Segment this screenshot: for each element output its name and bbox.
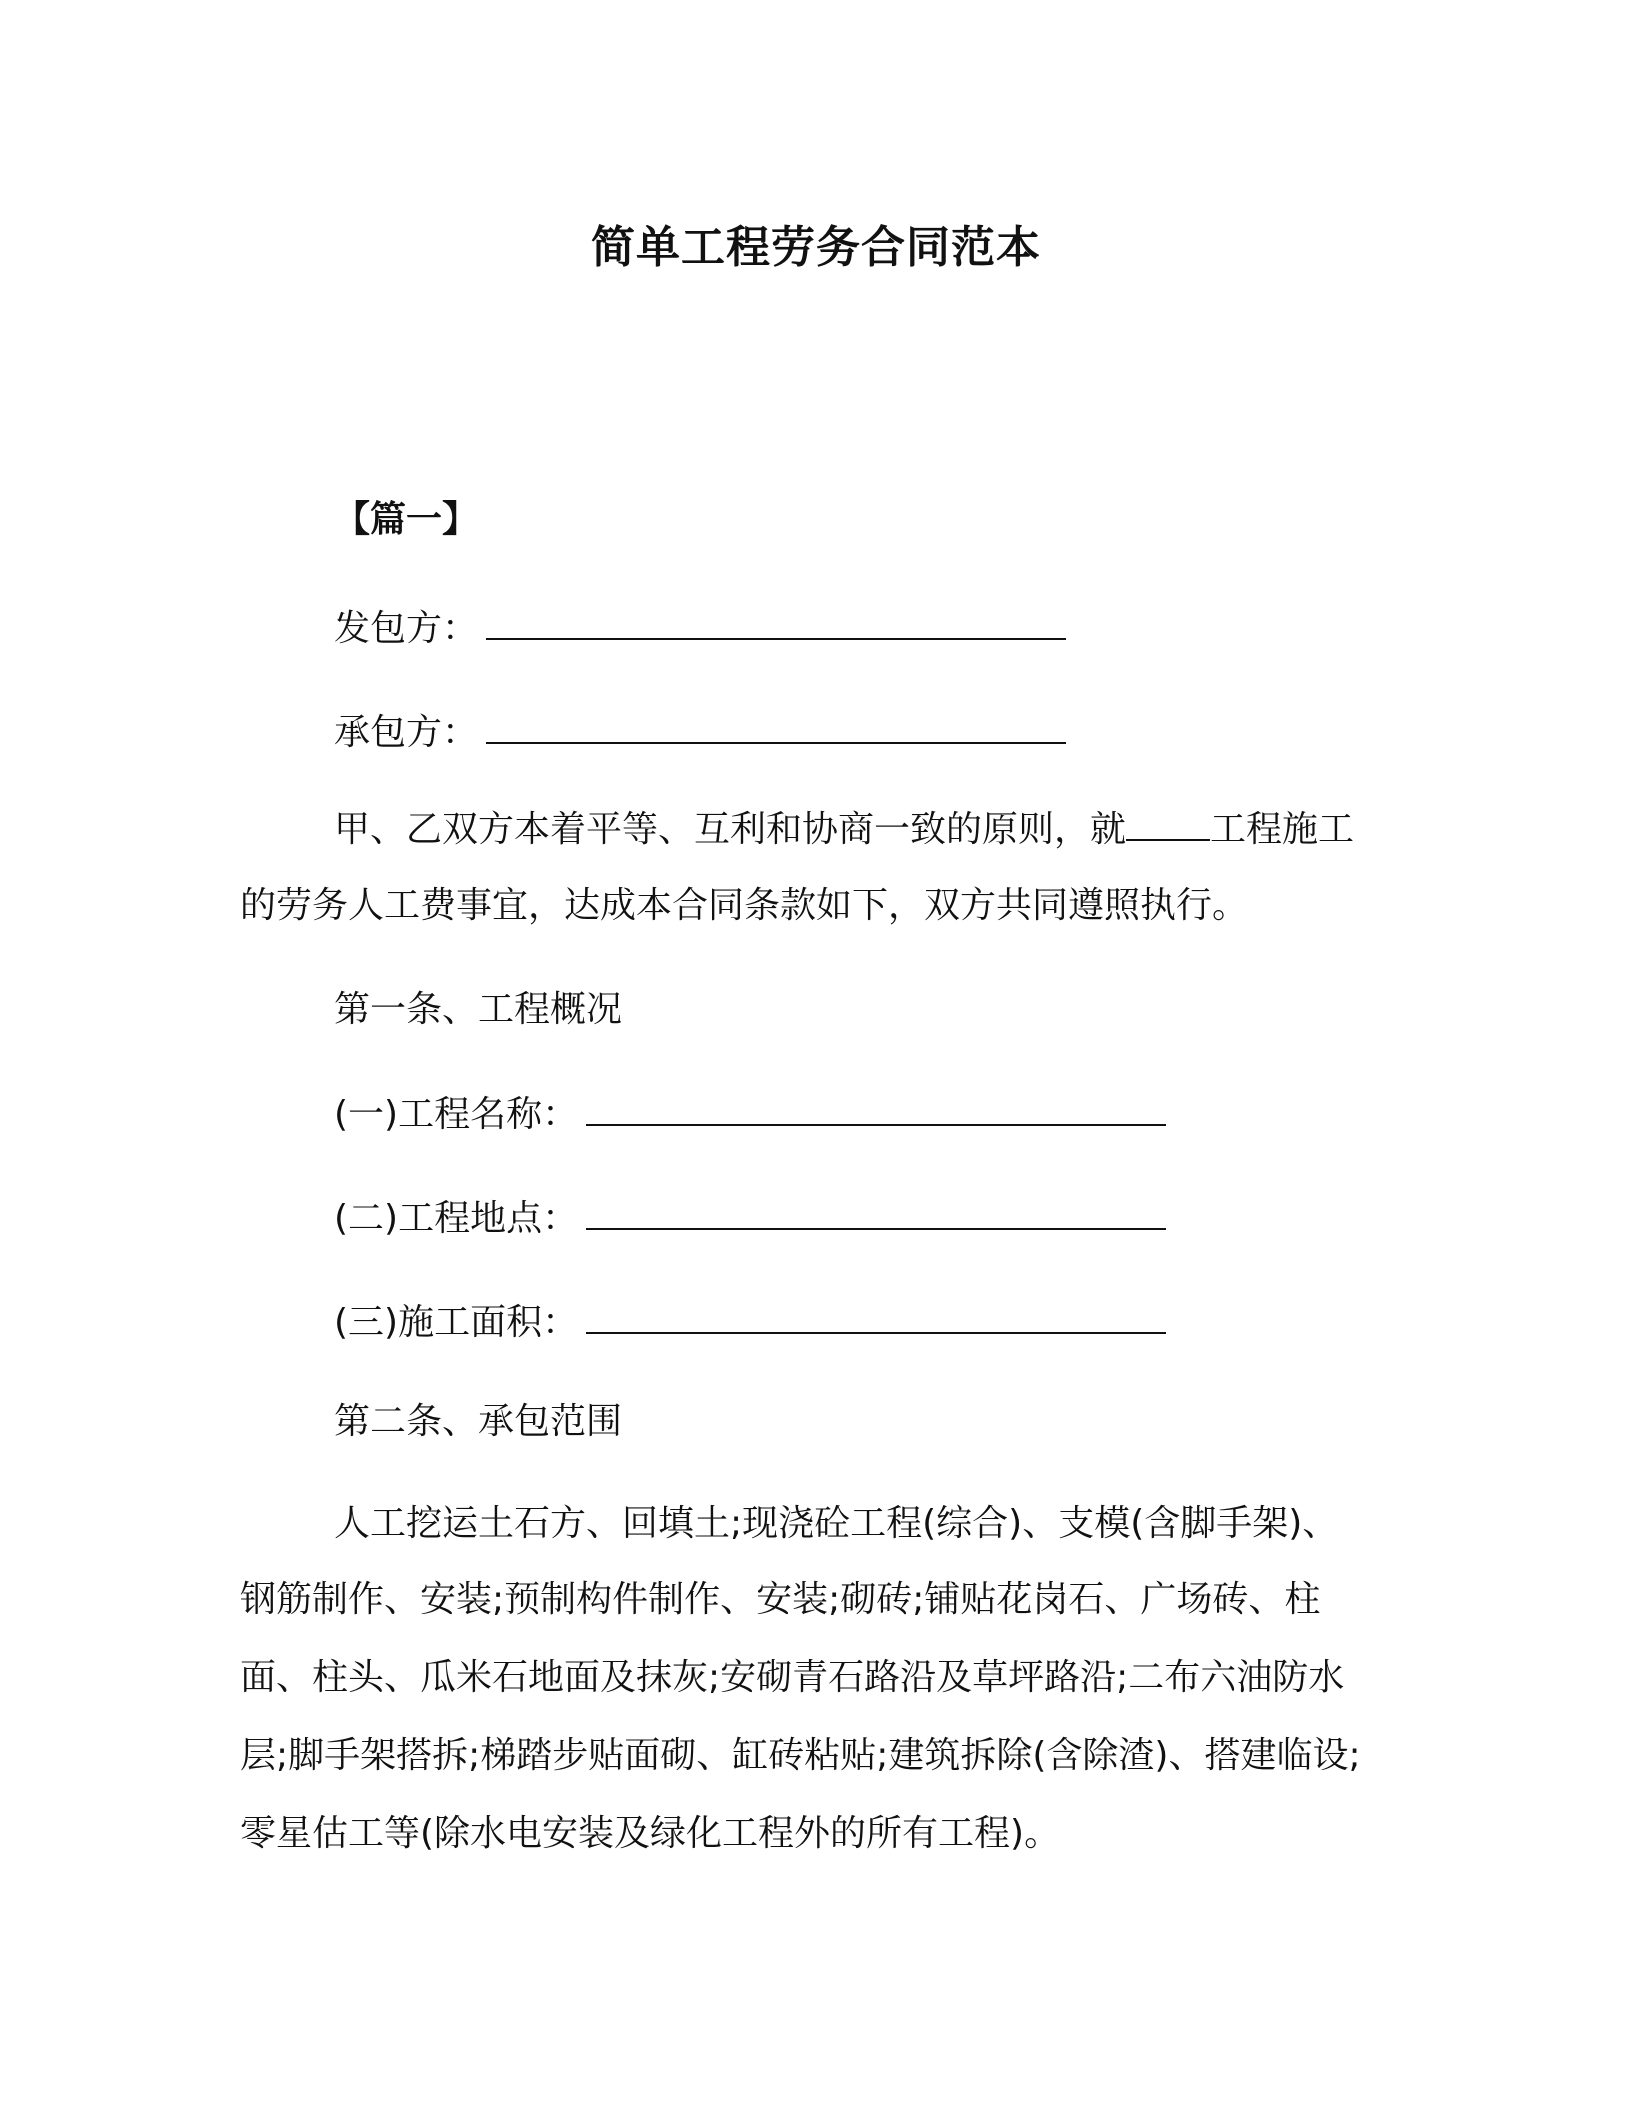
scope-line-1: 人工挖运土石方、回填土;现浇砼工程(综合)、支模(含脚手架)、 bbox=[334, 1503, 1339, 1544]
party-b-label: 承包方： bbox=[334, 712, 479, 753]
section-label: 【篇一】 bbox=[334, 499, 479, 540]
scope-line-3: 面、柱头、瓜米石地面及抹灰;安砌青石路沿及草坪路沿;二布六油防水 bbox=[240, 1657, 1345, 1698]
scope-line-5: 零星估工等(除水电安装及绿化工程外的所有工程)。 bbox=[240, 1813, 1061, 1854]
article-1-heading: 第一条、工程概况 bbox=[334, 989, 623, 1030]
project-name-row bbox=[334, 1088, 1166, 1141]
party-a-blank[interactable] bbox=[486, 602, 1066, 640]
intro-line-2: 的劳务人工费事宜，达成本合同条款如下，双方共同遵照执行。 bbox=[240, 885, 1249, 926]
project-location-blank[interactable] bbox=[586, 1192, 1166, 1230]
intro-line-1 bbox=[334, 803, 1354, 856]
scope-line-4: 层;脚手架搭拆;梯踏步贴面砌、缸砖粘贴;建筑拆除(含除渣)、搭建临设; bbox=[240, 1735, 1361, 1776]
project-name-label: (一)工程名称： bbox=[334, 1094, 579, 1135]
construction-area-blank[interactable] bbox=[586, 1296, 1166, 1334]
project-blank[interactable] bbox=[1126, 803, 1210, 841]
intro-text-part1: 甲、乙双方本着平等、互利和协商一致的原则，就 bbox=[334, 809, 1127, 850]
project-location-label: (二)工程地点： bbox=[334, 1198, 579, 1239]
document-title: 简单工程劳务合同范本 bbox=[591, 222, 1041, 273]
construction-area-row bbox=[334, 1296, 1166, 1349]
party-a-label: 发包方： bbox=[334, 608, 479, 649]
scope-line-2: 钢筋制作、安装;预制构件制作、安装;砌砖;铺贴花岗石、广场砖、柱 bbox=[240, 1579, 1321, 1620]
party-a-row bbox=[334, 602, 1066, 655]
article-2-heading: 第二条、承包范围 bbox=[334, 1401, 623, 1442]
party-b-row bbox=[334, 706, 1066, 759]
intro-text-part2: 工程施工 bbox=[1210, 809, 1355, 850]
project-name-blank[interactable] bbox=[586, 1088, 1166, 1126]
party-b-blank[interactable] bbox=[486, 706, 1066, 744]
construction-area-label: (三)施工面积： bbox=[334, 1302, 579, 1343]
project-location-row bbox=[334, 1192, 1166, 1245]
